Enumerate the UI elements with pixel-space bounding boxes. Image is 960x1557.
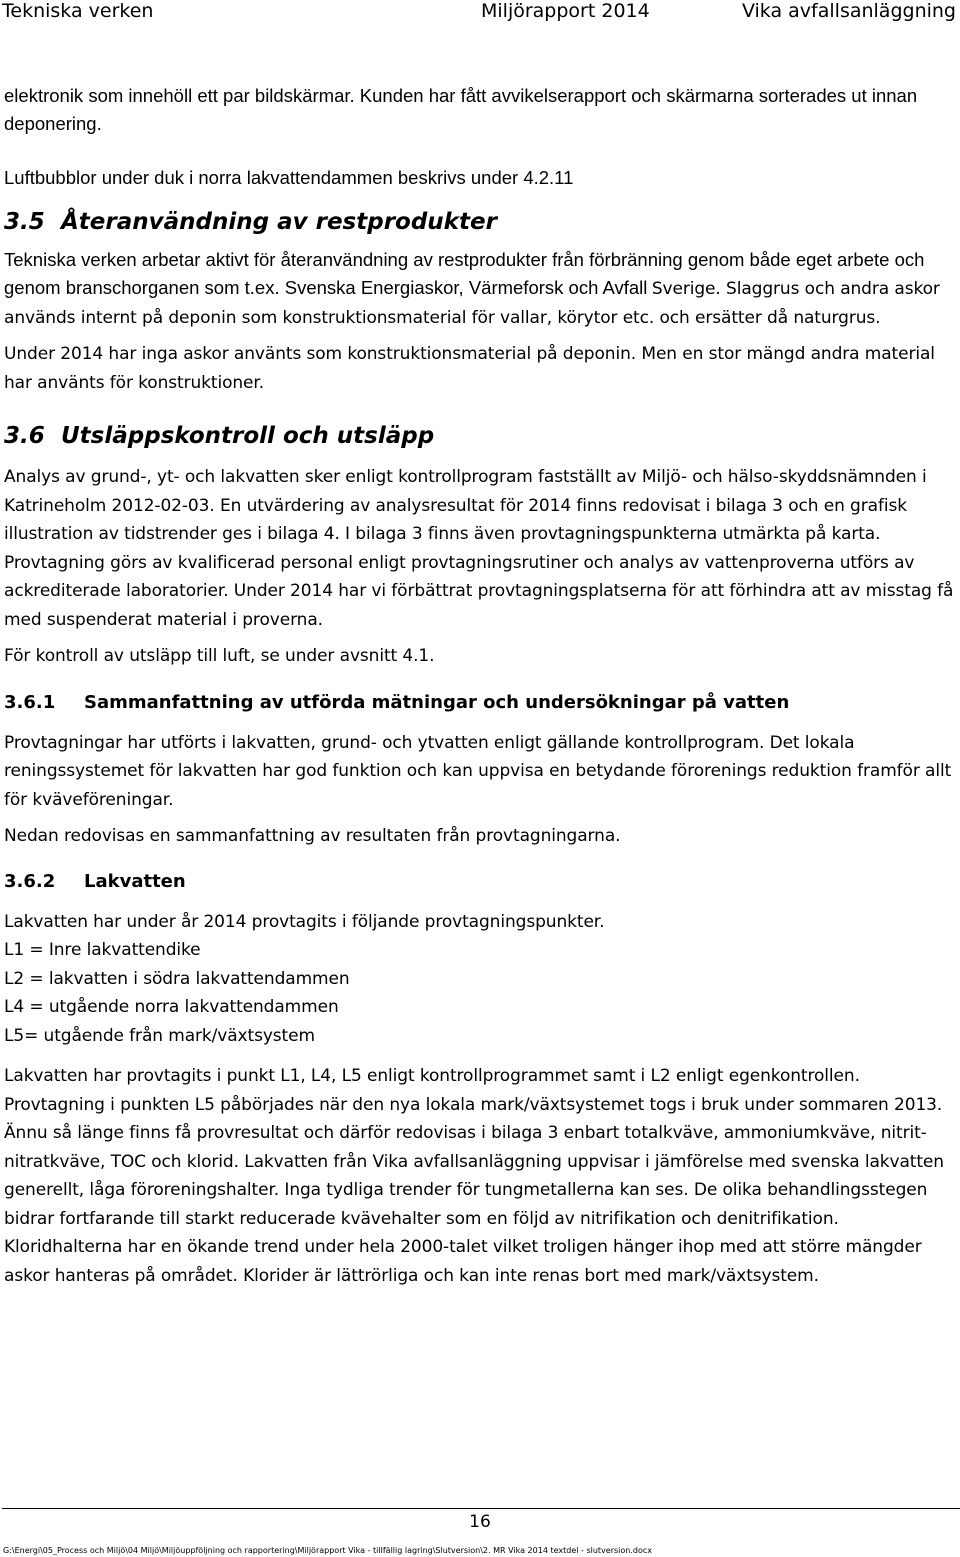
heading-number: 3.5 bbox=[4, 209, 45, 235]
sampling-point-l5: L5= utgående från mark/växtsystem bbox=[4, 1025, 315, 1046]
section-3-6-2-intro: Lakvatten har under år 2014 provtagits i följande provtagningspunkter. bbox=[4, 911, 605, 932]
section-3-6-1-paragraph-2: Nedan redovisas en sammanfattning av resultaten från provtagningarna. bbox=[4, 826, 621, 846]
section-3-5-paragraph-2: Under 2014 har inga askor använts som konstruktionsmaterial på deponin. Men en stor mängd andra material har använts för konstruktioner. bbox=[4, 344, 935, 393]
heading-number: 3.6.2 bbox=[4, 870, 56, 892]
intro-paragraph-1: elektronik som innehöll ett par bildskärmar. Kunden har fått avvikelserapport och skärmarna sorterades ut innan deponering. bbox=[4, 85, 918, 134]
heading-title: Lakvatten bbox=[84, 870, 186, 892]
sampling-point-l1: L1 = Inre lakvattendike bbox=[4, 940, 201, 960]
section-3-6-paragraph-2: För kontroll av utsläpp till luft, se under avsnitt 4.1. bbox=[4, 646, 435, 666]
heading-title: Sammanfattning av utförda mätningar och undersökningar på vatten bbox=[84, 691, 790, 713]
header-company: Tekniska verken bbox=[2, 0, 154, 22]
sampling-point-l2: L2 = lakvatten i södra lakvattendammen bbox=[4, 968, 350, 989]
header-site: Vika avfallsanläggning bbox=[741, 0, 956, 22]
heading-3-6 bbox=[4, 421, 956, 451]
heading-title: Återanvändning av restprodukter bbox=[61, 209, 497, 235]
intro-paragraph-2: Luftbubblor under duk i norra lakvattendammen beskrivs under 4.2.11 bbox=[4, 167, 574, 188]
page-number: 16 bbox=[469, 1512, 491, 1532]
section-3-6-2-paragraph-2: Lakvatten har provtagits i punkt L1, L4, L5 enligt kontrollprogrammet samt i L2 enligt egenkontrollen. Provtagning i punkten L5 påbörjades när den nya lokala mark/växtsystemet togs i bruk under sommaren 2013. Ännu så länge finns få provresultat och därför redovisas i bilaga 3 enbart totalkväve, ammoniumkväve, nitrit-nitratkväve, TOC och klorid. Lakvatten från Vika avfallsanläggning uppvisar i jämförelse med svenska lakvatten generellt, låga föroreningshalter. Inga tydliga trender för tungmetallerna kan ses. De olika behandlingsstegen bidrar fortfarande till starkt reducerade kvävehalter som en följd av nitrifikation och denitrifikation. Kloridhalterna har en ökande trend under hela 2000-talet vilket troligen hänger ihop med att större mängder askor hanteras på området. Klorider är lättrörliga och kan inte renas bort med mark/växtsystem. bbox=[4, 1066, 944, 1286]
document-body bbox=[4, 82, 956, 1290]
section-3-5-paragraph-1 bbox=[4, 246, 956, 332]
sampling-point-l4: L4 = utgående norra lakvattendammen bbox=[4, 997, 339, 1017]
section-3-6-paragraph-1: Analys av grund-, yt- och lakvatten sker enligt kontrollprogram fastställt av Miljö- och hälso-skyddsnämnden i Katrineholm 2012-02-03. En utvärdering av analysresultat för 2014 finns redovisat i bilaga 3 och en grafisk illustration av tidstrender ges i bilaga 4. I bilaga 3 finns även provtagningspunkterna utmärkta på karta. Provtagning görs av kvalificerad personal enligt provtagningsrutiner och analys av vattenproverna utförs av ackrediterade laboratorier. Under 2014 har vi förbättrat provtagningsplatserna för att förhindra att av misstag få med suspenderat material i proverna. bbox=[4, 467, 954, 630]
heading-3-5 bbox=[4, 207, 956, 237]
page-header bbox=[0, 0, 960, 30]
footer-divider bbox=[2, 1508, 960, 1509]
heading-number: 3.6 bbox=[4, 423, 45, 449]
section-3-6-1-paragraph-1: Provtagningar har utförts i lakvatten, grund- och ytvatten enligt gällande kontrollprogram. Det lokala reningssystemet för lakvatten har god funktion och kan uppvisa en betydande förorenings reduktion framför allt för kväveföreningar. bbox=[4, 732, 952, 810]
header-report-title: Miljörapport 2014 bbox=[481, 0, 650, 22]
heading-3-6-1 bbox=[4, 689, 956, 717]
file-path: G:\Energi\05_Process och Miljö\04 Miljö\Miljöuppföljning och rapportering\Miljörapport Vika - tillfällig lagring\Slutversion\2. MR Vika 2014 textdel - slutversion.docx bbox=[3, 1546, 652, 1555]
heading-number: 3.6.1 bbox=[4, 691, 56, 713]
heading-3-6-2 bbox=[4, 868, 956, 896]
heading-title: Utsläppskontroll och utsläpp bbox=[61, 423, 435, 449]
paragraph-part-a: Tekniska verken arbetar aktivt för återanvändning av restprodukter från förbränning genom både eget arbete och genom branschorganen som t.ex. Svenska Energiaskor, Värmeforsk och Avfall bbox=[4, 249, 925, 298]
paragraph-part-b: Sverige. Slaggrus och andra askor används internt på deponin som konstruktionsmaterial för vallar, körytor etc. och ersätter då naturgrus. bbox=[4, 279, 940, 328]
